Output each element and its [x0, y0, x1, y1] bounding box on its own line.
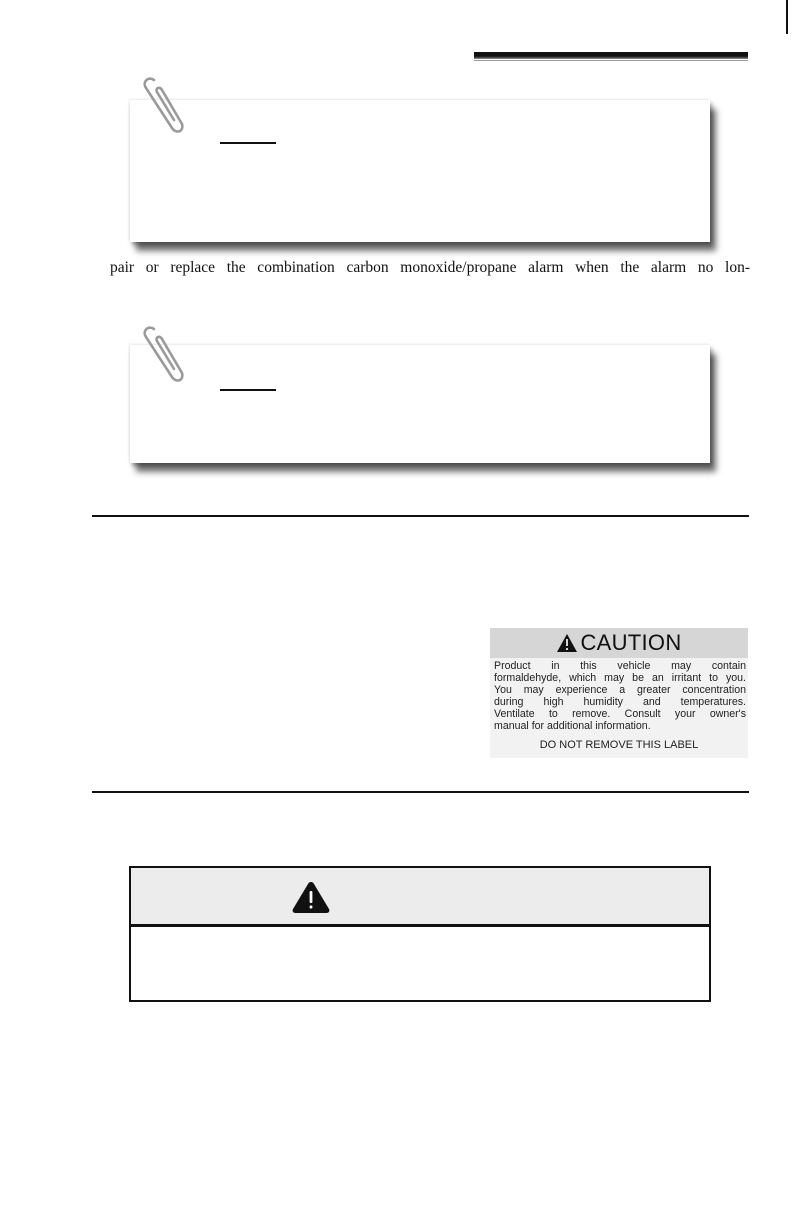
formaldehyde-caution-label	[490, 628, 748, 758]
warning-header	[131, 868, 709, 927]
caution-footer: DO NOT REMOVE THIS LABEL	[539, 739, 699, 751]
note-heading-underline	[220, 142, 276, 144]
note-heading-underline	[220, 389, 276, 391]
page-edge-rule	[786, 0, 788, 34]
caution-header	[490, 628, 748, 658]
section-divider	[92, 515, 749, 517]
section-divider	[92, 791, 749, 793]
warning-triangle-icon	[556, 633, 578, 653]
warning-box	[129, 866, 711, 1002]
caution-line: manual for additional information.	[494, 720, 651, 732]
running-header-bar	[474, 52, 748, 59]
caution-line: formaldehyde, which may be an irritant to you.	[494, 672, 746, 684]
caution-line: Product in this vehicle may contain	[494, 660, 746, 672]
caution-title: CAUTION	[580, 630, 682, 655]
paperclip-icon	[142, 74, 188, 138]
warning-body	[131, 927, 709, 1000]
caution-line: Ventilate to remove. Consult your owner's	[494, 708, 746, 720]
caution-line: You may experience a greater concentration	[494, 684, 746, 696]
caution-line: during high humidity and temperatures.	[494, 696, 746, 708]
caution-text	[494, 660, 746, 732]
body-paragraph-line: pair or replace the combination carbon monoxide/propane alarm when the alarm no lon-	[110, 259, 750, 276]
paperclip-icon	[142, 323, 188, 387]
note-box	[130, 345, 710, 463]
warning-triangle-icon	[291, 880, 331, 914]
note-box	[130, 100, 710, 242]
